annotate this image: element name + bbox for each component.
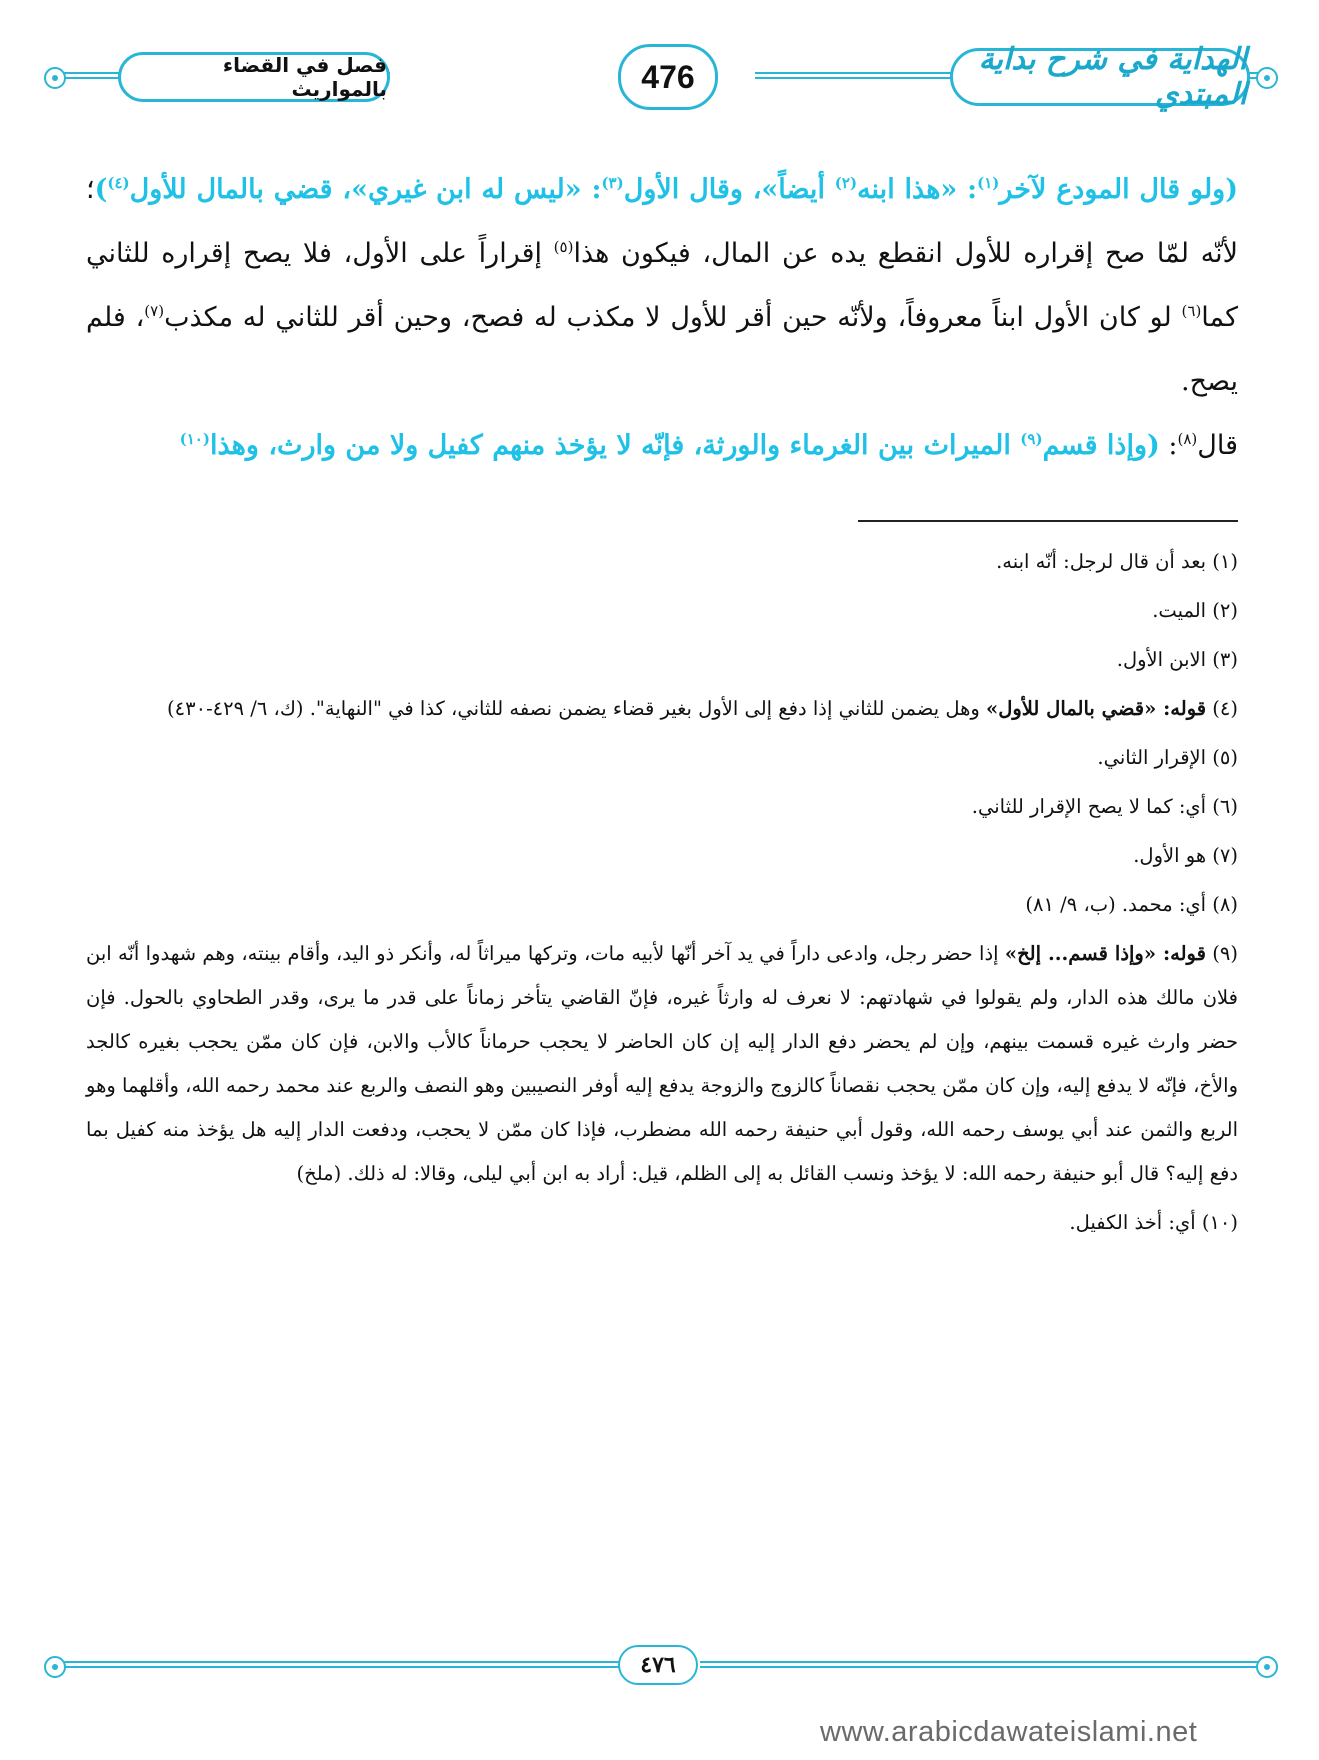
footnote-lemma: قوله: «وإذا قسم... إلخ» xyxy=(1004,942,1206,965)
footnote-6: (٦) أي: كما لا يصح الإقرار للثاني. xyxy=(971,795,1238,818)
footnote-separator xyxy=(858,520,1238,522)
footnote-ref[interactable]: (٨) xyxy=(1177,430,1198,448)
footnote-body: وهل يضمن للثاني إذا دفع إلى الأول بغير قضاء يضمن نصفه للثاني، كذا في "النهاية". (ك، ٦/ ٤٢٩-٤٣٠) xyxy=(167,697,987,720)
footer-page-number: ٤٧٦ xyxy=(640,1652,676,1678)
footnote-ref[interactable]: (٧) xyxy=(144,302,165,320)
footnote-ref[interactable]: (٤) xyxy=(107,174,130,192)
page-footer xyxy=(0,1635,1319,1705)
footnote-8: (٨) أي: محمد. (ب، ٩/ ٨١) xyxy=(1025,893,1238,916)
matn-text: ) xyxy=(94,174,108,205)
footnote-ref[interactable]: (١٠) xyxy=(179,430,210,448)
section-title-box xyxy=(118,52,390,102)
footnote-1: (١) بعد أن قال لرجل: أنّه ابنه. xyxy=(996,550,1238,573)
footnote-ref[interactable]: (١) xyxy=(977,174,1000,192)
footnote-7: (٧) هو الأول. xyxy=(1133,844,1238,867)
footnote-9 xyxy=(86,932,1238,1196)
footnote-3: (٣) الابن الأول. xyxy=(1116,648,1238,671)
footnote-ref[interactable]: (٣) xyxy=(601,174,624,192)
footnote-number: (٩) xyxy=(1205,942,1238,965)
sharh-text: : xyxy=(1159,430,1178,461)
footnote-ref[interactable]: (٦) xyxy=(1181,302,1202,320)
matn-text: الميراث بين الغرماء والورثة، فإنّه لا يؤخذ منهم كفيل ولا من وارث، وهذا xyxy=(209,430,1021,461)
footnote-lemma: قوله: «قضي بالمال للأول» xyxy=(986,697,1207,720)
footnote-5: (٥) الإقرار الثاني. xyxy=(1097,746,1238,769)
footnotes xyxy=(86,540,1238,1250)
page-number-box xyxy=(618,44,718,110)
sharh-text: ؛ لأنّه لمّا صح إقراره للأول انقطع يده عن المال، فيكون هذا xyxy=(86,174,1238,269)
footnote-ref[interactable]: (٩) xyxy=(1020,430,1043,448)
sharh-text: ، فلم يصح. xyxy=(86,302,1238,397)
footer-page-number-box xyxy=(618,1645,698,1685)
footnote-ref[interactable]: (٢) xyxy=(834,174,858,192)
ornament-icon xyxy=(1256,67,1278,89)
footnote-2: (٢) الميت. xyxy=(1152,599,1238,622)
page-header xyxy=(0,38,1319,118)
section-title: فصل في القضاء بالمواريث xyxy=(222,53,387,101)
ornament-icon xyxy=(1256,1656,1278,1678)
footnote-body: إذا حضر رجل، وادعى داراً في يد آخر أنّها لأبيه مات، وتركها ميراثاً له، وأنكر ذو اليد، وأقام بينته، وهم شهدوا أنّه ابن فلان مالك هذه الدار، ولم يقولوا في شهادتهم: لا نعرف له وارثاً غيره، فإنّ القاضي يتأخر زماناً على قدر ما يرى، وقدر الطحاوي بالحول. فإن حضر وارث غيره قسمت بينهم، وإن لم يحضر دفع الدار إليه إن كان الحاضر لا يحجب حرماناً كالأب والابن، فإن كان ممّن يحجب بغيره كالجد والأخ، فإنّه لا يدفع إليه، وإن كان ممّن يحجب نقصاناً كالزوج والزوجة يدفع إليه أوفر النصيبين وهو النصف والربع عند محمد رحمه الله، وأقلهما وهو الربع والثمن عند أبي يوسف رحمه الله، وقول أبي حنيفة رحمه الله مضطرب، فإذا كان ممّن لا يحجب، ودفعت الدار إليه هل يؤخذ منه كفيل بما دفع إليه؟ قال أبو حنيفة رحمه الله: لا يؤخذ ونسب القائل به إلى الظلم، قيل: أراد به ابن أبي ليلى، وقالا: له ذلك. (ملخ) xyxy=(86,942,1238,1185)
footer-rule-left xyxy=(60,1661,620,1668)
footer-rule-right xyxy=(700,1661,1265,1668)
page-number: 476 xyxy=(641,58,695,95)
footnote-10: (١٠) أي: أخذ الكفيل. xyxy=(1069,1211,1238,1234)
sharh-text: لو كان الأول ابناً معروفاً، ولأنّه حين أقر للأول لا مكذب له فصح، وحين أقر للثاني له مكذب xyxy=(164,302,1182,333)
book-title-box xyxy=(950,42,1250,112)
sharh-text: إقراراً على الأول، فلا يصح إقراره للثاني كما xyxy=(86,238,1238,333)
footnote-4 xyxy=(86,687,1238,731)
matn-text: أيضاً»، وقال الأول xyxy=(623,174,835,205)
book-title: الهداية في شرح بداية المبتدي xyxy=(978,42,1247,112)
watermark-url[interactable]: www.arabicdawateislami.net xyxy=(820,1716,1198,1748)
footnote-ref[interactable]: (٥) xyxy=(553,238,574,256)
footnote-number: (٤) xyxy=(1206,697,1238,720)
ornament-icon xyxy=(44,1656,66,1678)
matn-text: (ولو قال المودع لآخر xyxy=(999,174,1238,205)
sharh-text: قال xyxy=(1197,430,1238,461)
main-text xyxy=(86,158,1238,478)
paragraph xyxy=(86,158,1238,414)
matn-text: : «هذا ابنه xyxy=(857,174,978,205)
ornament-icon xyxy=(44,67,66,89)
matn-text: (وإذا قسم xyxy=(1042,430,1160,461)
matn-text: : «ليس له ابن غيري»، قضي بالمال للأول xyxy=(129,174,602,205)
paragraph xyxy=(86,414,1238,478)
